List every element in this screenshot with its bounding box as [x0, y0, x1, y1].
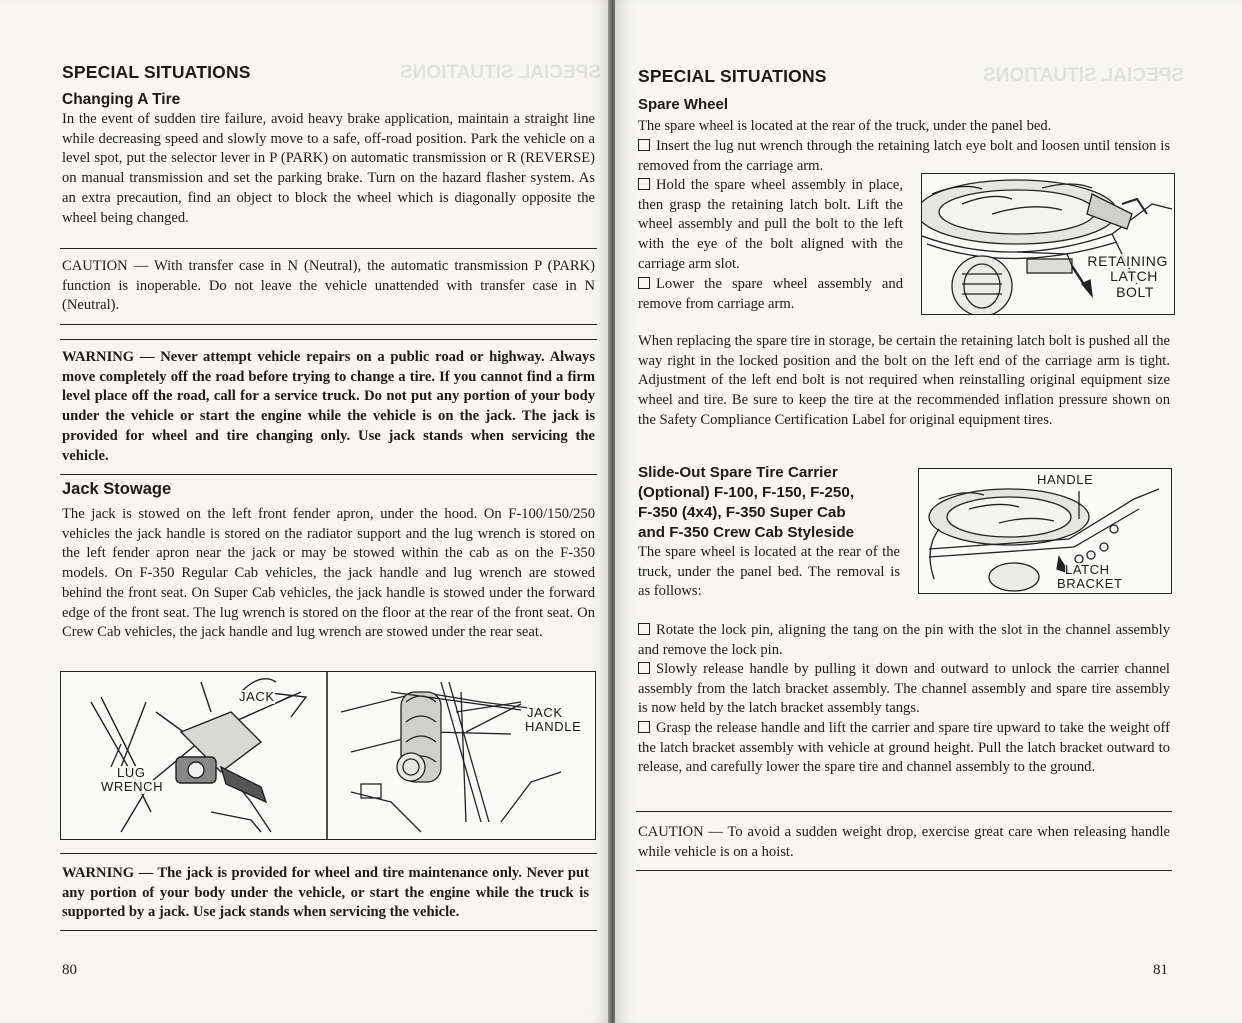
slide-out-heading	[638, 463, 854, 543]
spare-wheel-heading: Spare Wheel	[638, 96, 729, 113]
step-text: Rotate the lock pin, aligning the tang on the pin with the slot in the channel assembly and remove the lock pin.	[638, 622, 1170, 658]
left-page	[0, 0, 612, 1023]
caution-text: CAUTION — To avoid a sudden weight drop, exercise great care when releasing handle while vehicle is on a hoist.	[638, 824, 1170, 860]
divider	[60, 930, 597, 931]
jack-stowage-figure	[60, 671, 596, 840]
divider	[60, 324, 597, 325]
checkbox-icon	[638, 662, 650, 674]
jack-stowage-heading: Jack Stowage	[62, 480, 172, 498]
bracket-label: BRACKET	[1057, 576, 1123, 591]
divider	[60, 474, 597, 475]
changing-tire-heading: Changing A Tire	[62, 91, 181, 108]
warning-text: WARNING — Never attempt vehicle repairs on a public road or highway. Always move completely off the road before trying to change a tire. If you cannot find a firm level place off the road, call for a service truck. Do not put any portion of your body under the vehicle or start the engine while the vehicle is on the jack. The jack is provided for wheel and tire changing only. Use jack stands when servicing the vehicle.	[62, 349, 595, 464]
jack-handle-label: JACK	[527, 705, 563, 720]
slide-out-step-2	[638, 660, 1170, 719]
spare-wheel-step-3	[638, 275, 903, 314]
divider	[636, 811, 1172, 812]
step-text: Hold the spare wheel assembly in place, then grasp the retaining latch bolt. Lift the wheel assembly and pull the bolt to the left with the eye of the bolt aligned with the carriage arm slot.	[638, 177, 903, 272]
handle-label: HANDLE	[1037, 472, 1094, 487]
spare-wheel-intro: The spare wheel is located at the rear of the truck, under the panel bed.	[638, 118, 1052, 134]
divider	[636, 870, 1172, 871]
heading-line: (Optional) F-100, F-150, F-250,	[638, 484, 855, 501]
jack-handle-label-2: HANDLE	[525, 719, 582, 734]
page-number: 81	[1153, 962, 1168, 978]
checkbox-icon	[638, 139, 650, 151]
step-text: Slowly release handle by pulling it down and outward to unlock the carrier channel assembly from the latch bracket assembly. The channel assembly and spare tire assembly is now held by the latch bracket assembly tangs.	[638, 661, 1170, 717]
section-title: SPECIAL SITUATIONS	[638, 66, 827, 86]
heading-line: Slide-Out Spare Tire Carrier	[638, 464, 838, 481]
replace-text: When replacing the spare tire in storage, be certain the retaining latch bolt is pushed all the way right in the locked position and the bolt on the left end of the carriage arm is tight. Adjustment of the left end bolt is not required when reinstalling original equipment size wheel and tire. Be sure to keep the tire at the recommended inflation pressure shown on the Safety Compliance Certification Label for original equipment tires.	[638, 333, 1170, 428]
retaining-label: RETAINING	[1087, 253, 1168, 269]
step-text: Lower the spare wheel assembly and remove from carriage arm.	[638, 276, 903, 312]
slide-out-step-1	[638, 621, 1170, 660]
divider	[60, 853, 597, 854]
slide-out-step-3	[638, 719, 1170, 778]
latch-label: LATCH	[1065, 562, 1110, 577]
checkbox-icon	[638, 277, 650, 289]
carrier-illustration	[919, 469, 1171, 593]
caution-text: CAUTION — With transfer case in N (Neutral), the automatic transmission P (PARK) function is inoperable. Do not leave the vehicle unattended with transfer case in N (Neutral).	[62, 258, 595, 314]
lug-wrench-label-2: WRENCH	[101, 779, 164, 794]
jack-stowage-text: The jack is stowed on the left front fender apron, under the hood. On F-100/150/250 vehicles the jack handle is stored on the radiator support and the lug wrench is stored on the left fender apron near the jack or may be stowed within the cab as on the F-350 models. On F-350 Regular Cab vehicles, the jack handle and lug wrench are stowed behind the front seat. On Super Cab vehicles, the jack handle is stowed under the forward edge of the front seat. The lug wrench is stored on the floor at the rear of the front seat. On Crew Cab vehicles, the jack handle and lug wrench are stowed under the rear seat.	[62, 506, 595, 641]
checkbox-icon	[638, 721, 650, 733]
changing-tire-text: In the event of sudden tire failure, avoid heavy brake application, maintain a straight line while decreasing speed and slowly move to a safe, off-road position. Park the vehicle on a level spot, put the selector lever in P (PARK) on automatic transmission or R (REVERSE) on manual transmission and set the parking brake. Turn on the hazard flasher system. As an extra precaution, find an object to block the wheel which is diagonally opposite the wheel being changed.	[62, 111, 595, 226]
retaining-latch-figure	[921, 173, 1175, 315]
jack-illustration	[61, 672, 595, 839]
warning-text-2: WARNING — The jack is provided for wheel and tire maintenance only. Never put any portion of your body under the vehicle, or start the engine while the truck is supported by a jack. Use jack stands when servicing the vehicle.	[62, 865, 589, 921]
spare-wheel-step-2	[638, 176, 903, 275]
divider	[60, 248, 597, 249]
page-number: 80	[62, 962, 77, 978]
step-text: Insert the lug nut wrench through the retaining latch eye bolt and loosen until tension is removed from the carriage arm.	[638, 138, 1170, 174]
show-through-text: SPECIAL SITUATIONS	[983, 65, 1184, 86]
jack-label: JACK	[239, 689, 275, 704]
slide-out-carrier-figure	[918, 468, 1172, 594]
heading-line: and F-350 Crew Cab Styleside	[638, 524, 855, 541]
spare-wheel-step-1	[638, 137, 1170, 176]
latch-label: LATCH	[1110, 268, 1158, 284]
show-through-text: SPECIAL SITUATIONS	[400, 62, 601, 83]
slide-out-intro: The spare wheel is located at the rear of the truck, under the panel bed. The removal is as follows:	[638, 544, 900, 600]
bolt-label: BOLT	[1116, 284, 1154, 300]
divider	[60, 339, 597, 340]
checkbox-icon	[638, 623, 650, 635]
checkbox-icon	[638, 178, 650, 190]
section-title: SPECIAL SITUATIONS	[62, 62, 251, 82]
right-page	[615, 0, 1242, 1023]
heading-line: F-350 (4x4), F-350 Super Cab	[638, 504, 846, 521]
lug-wrench-label: LUG	[117, 765, 146, 780]
step-text: Grasp the release handle and lift the carrier and spare tire upward to take the weight off the latch bracket assembly with vehicle at ground height. Pull the latch bracket outward to release, and carefully lower the spare tire and channel assembly to the ground.	[638, 720, 1170, 776]
